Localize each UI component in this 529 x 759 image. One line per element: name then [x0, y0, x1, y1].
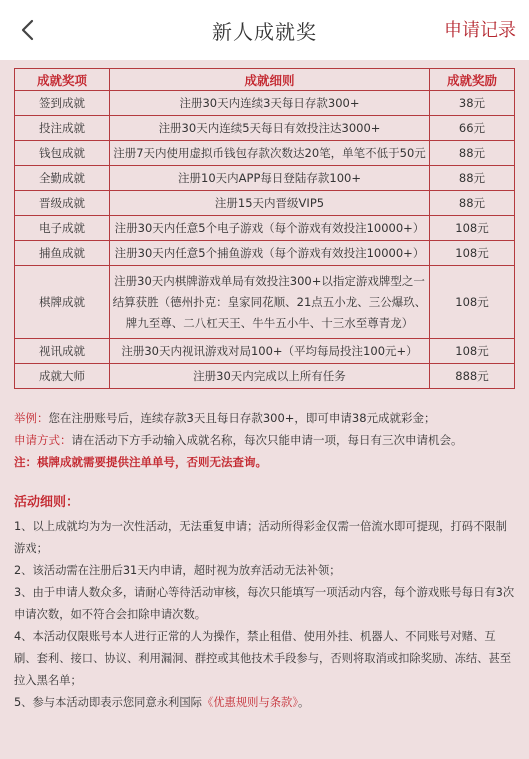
rule-item: 2、该活动需在注册后31天内申请，超时视为放弃活动无法补领；	[14, 564, 341, 577]
award-rule: 注册30天内棋牌游戏单局有效投注300+以指定游戏牌型之一结算获胜（德州扑克：皇家同花顺、21点五小龙、三公爆玖、牌九至尊、二八杠天王、牛牛五小牛、十三水至尊青龙）	[110, 266, 430, 339]
table-row	[15, 91, 515, 116]
award-rule: 注册30天内连续5天每日有效投注达3000+	[110, 116, 430, 141]
notes-section	[0, 389, 529, 473]
page-title: 新人成就奖	[212, 19, 317, 44]
example-note	[14, 407, 515, 429]
method-text: 请在活动下方手动输入成就名称，每次只能申请一项，每日有三次申请机会。	[71, 433, 463, 447]
award-name: 成就大师	[15, 364, 110, 389]
award-reward: 108元	[430, 339, 515, 364]
rule-item: 3、由于申请人数众多，请耐心等待活动审核，每次只能填写一项活动内容，每个游戏账号每日有3次申请次数，如不符合会扣除申请次数。	[14, 586, 515, 621]
rule-item	[14, 692, 515, 714]
award-name: 签到成就	[15, 91, 110, 116]
back-button[interactable]	[12, 14, 42, 46]
table-row	[15, 339, 515, 364]
award-rule: 注册30天内连续3天每日存款300+	[110, 91, 430, 116]
award-name: 电子成就	[15, 216, 110, 241]
award-rule: 注册10天内APP每日登陆存款100+	[110, 166, 430, 191]
award-reward: 108元	[430, 266, 515, 339]
chevron-left-icon	[20, 19, 34, 41]
example-label: 举例：	[14, 411, 49, 425]
column-header-reward: 成就奖励	[430, 69, 515, 91]
achievement-table-container	[0, 60, 529, 389]
table-row	[15, 364, 515, 389]
warning-note: 注：棋牌成就需要提供注单单号，否则无法查询。	[14, 455, 267, 469]
terms-link[interactable]: 《优惠规则与条款》	[201, 696, 298, 709]
award-name: 棋牌成就	[15, 266, 110, 339]
achievement-table	[14, 68, 515, 389]
rule-item-suffix: 。	[297, 696, 310, 709]
table-row	[15, 216, 515, 241]
table-header-row	[15, 69, 515, 91]
award-name: 投注成就	[15, 116, 110, 141]
column-header-award: 成就奖项	[15, 69, 110, 91]
method-note	[14, 429, 515, 451]
apply-records-link[interactable]: 申请记录	[444, 20, 516, 41]
award-rule: 注册30天内视讯游戏对局100+（平均每局投注100元+）	[110, 339, 430, 364]
award-rule: 注册30天内任意5个捕鱼游戏（每个游戏有效投注10000+）	[110, 241, 430, 266]
award-reward: 38元	[430, 91, 515, 116]
award-name: 视讯成就	[15, 339, 110, 364]
table-row	[15, 141, 515, 166]
table-row	[15, 166, 515, 191]
award-reward: 88元	[430, 191, 515, 216]
rule-item-prefix: 5、参与本活动即表示您同意永利国际	[14, 696, 202, 709]
award-name: 晋级成就	[15, 191, 110, 216]
table-row	[15, 241, 515, 266]
rule-item: 1、以上成就均为为一次性活动，无法重复申请；活动所得彩金仅需一倍流水即可提现，打码不限制游戏；	[14, 520, 507, 555]
method-label: 申请方式：	[14, 433, 72, 447]
rule-item: 4、本活动仅限账号本人进行正常的人为操作，禁止租借、使用外挂、机器人、不同账号对赌、互刷、套利、接口、协议、利用漏洞、群控或其他技术手段参与，否则将取消或扣除奖励、冻结、甚至拉入黑名单；	[14, 630, 512, 687]
award-reward: 888元	[430, 364, 515, 389]
award-reward: 88元	[430, 166, 515, 191]
award-rule: 注册30天内完成以上所有任务	[110, 364, 430, 389]
award-rule: 注册15天内晋级VIP5	[110, 191, 430, 216]
award-reward: 66元	[430, 116, 515, 141]
award-rule: 注册7天内使用虚拟币钱包存款次数达20笔，单笔不低于50元	[110, 141, 430, 166]
award-name: 捕鱼成就	[15, 241, 110, 266]
award-reward: 108元	[430, 216, 515, 241]
table-row	[15, 191, 515, 216]
award-name: 钱包成就	[15, 141, 110, 166]
rules-list	[0, 510, 529, 714]
award-reward: 108元	[430, 241, 515, 266]
table-row	[15, 116, 515, 141]
column-header-rules: 成就细则	[110, 69, 430, 91]
award-rule: 注册30天内任意5个电子游戏（每个游戏有效投注10000+）	[110, 216, 430, 241]
award-name: 全勤成就	[15, 166, 110, 191]
award-reward: 88元	[430, 141, 515, 166]
table-row	[15, 266, 515, 339]
header-bar	[0, 0, 529, 60]
rules-title: 活动细则：	[14, 495, 80, 510]
example-text: 您在注册账号后，连续存款3天且每日存款300+，即可申请38元成就彩金；	[48, 411, 436, 425]
